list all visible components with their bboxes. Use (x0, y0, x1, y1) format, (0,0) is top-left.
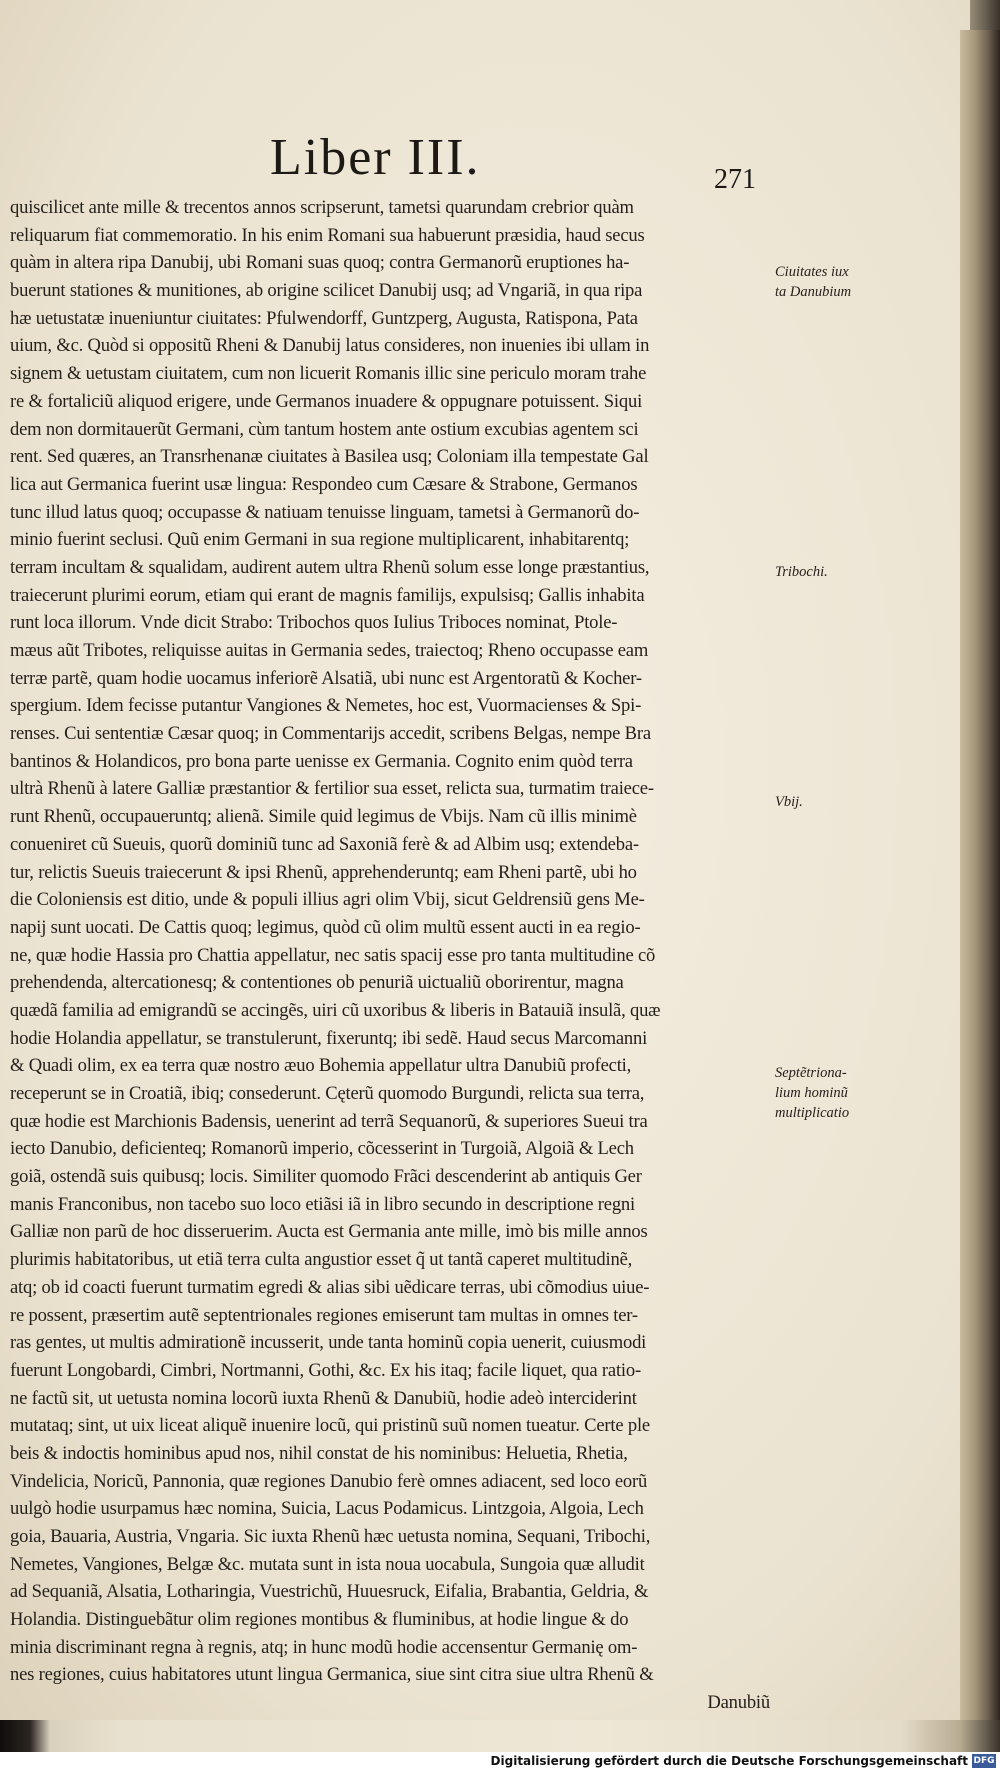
text-line: renses. Cui sententiæ Cæsar quoq; in Commentarijs accedit, scribens Belgas, nempe Bra (10, 723, 651, 745)
text-line: uium, &c. Quòd si oppositũ Rheni & Danubij latus consideres, non inuenies ibi ullam in (10, 335, 650, 357)
marginal-line: Vbij. (775, 794, 803, 810)
text-line: hæ uetustatæ inueniuntur ciuitates: Pfulwendorff, Guntzperg, Augusta, Ratispona, Pata (10, 307, 638, 329)
text-line: traiecerunt plurimi eorum, etiam qui erant de magnis familijs, expulsisq; Gallis inhabita (10, 584, 645, 606)
page-number: 271 (714, 164, 756, 195)
text-line: Nemetes, Vangiones, Belgæ &c. mutata sunt in ista noua uocabula, Sungoia quæ alludit (10, 1553, 645, 1575)
marginal-note-septentrionalium (775, 1063, 860, 1123)
text-line: die Coloniensis est ditio, unde & populi illius agri olim Vbij, sicut Geldrensiũ gens Me- (10, 889, 645, 911)
dfg-logo: DFG (973, 1756, 995, 1766)
marginal-line: ta Danubium (775, 284, 852, 300)
marginal-note-ciuitates (775, 262, 860, 302)
text-line: rent. Sed quæres, an Transrhenanæ ciuitates à Basilea usq; Coloniam illa tempestate Gal (10, 446, 649, 468)
text-line: goia, Bauaria, Austria, Vngaria. Sic iuxta Rhenũ hæc uetusta nomina, Sequani, Tribochi, (10, 1526, 651, 1547)
text-line: mæus aũt Tribotes, reliquisse auitas in Germania sedes, traiectoq; Rheno occupasse eam (10, 640, 649, 661)
text-line: receperunt se in Croatiã, ibiq; consederunt. Cęterũ quomodo Burgundi, relicta sua terra, (10, 1083, 645, 1104)
text-line: lica aut Germanica fuerint usæ lingua: Respondeo cum Cæsare & Strabone, Germanos (10, 473, 638, 495)
marginal-note-vbii (775, 792, 860, 812)
text-line: minio fuerint seclusi. Quũ enim Germani in sua regione multiplicarent, inhabitarentq; (10, 529, 630, 551)
page-stack-edge (960, 30, 1000, 1720)
text-line: Holandia. Distinguebãtur olim regiones montibus & fluminibus, at hodie lingue & do (10, 1609, 629, 1631)
marginal-line: Ciuitates iux (775, 264, 849, 280)
text-line: quæ hodie est Marchionis Badensis, uenerint ad terrã Sequanorũ, & superiores Sueui tra (10, 1110, 648, 1132)
text-line: minia discriminant regna à regnis, atq; in hunc modũ hodie accensentur Germanię om- (10, 1636, 638, 1658)
text-line: ne factũ sit, ut uetusta nomina locorũ iuxta Rhenũ & Danubiũ, hodie adeò interciderint (10, 1387, 637, 1409)
text-line: beis & indoctis hominibus apud nos, nihil constat de his nominibus: Heluetia, Rhetia, (10, 1442, 628, 1464)
text-line: & Quadi olim, ex ea terra quæ nostro æuo Bohemia appellatur ultra Danubiũ profecti, (10, 1055, 632, 1077)
text-line: bantinos & Holandicos, pro bona parte uenisse ex Germania. Cognito enim quòd terra (10, 750, 633, 772)
marginal-line: lium hominũ (775, 1085, 848, 1101)
text-line: Galliæ non parũ de hoc disseruerim. Aucta est Germania ante mille, imò bis mille annos (10, 1221, 648, 1243)
text-line: signem & uetustam ciuitatem, cum non licuerit Romanis illic sine periculo moram trahe (10, 363, 647, 385)
text-line: quàm in altera ripa Danubij, ubi Romani suas quoq; contra Germanorũ eruptiones ha- (10, 252, 630, 274)
text-line: quædã familia ad emigrandũ se accingẽs, uiri cũ uxoribus & liberis in Batauiã insulã, quæ (10, 999, 661, 1021)
text-line: prehendenda, altercationesq; & contentiones ob penuriã uictualiũ oborirentur, magna (10, 972, 624, 994)
text-line: ad Sequaniã, Alsatia, Lotharingia, Vuestrichũ, Huuesruck, Eifalia, Brabantia, Geldria, & (10, 1581, 649, 1603)
text-line: reliquarum fiat commemoratio. In his enim Romani sua habuerunt præsidia, haud secus (10, 224, 645, 246)
marginal-line: Septẽtriona- (775, 1065, 847, 1081)
text-line: re possent, præsertim autẽ septentrionales regiones emiserunt tam multas in omnes ter- (10, 1304, 638, 1326)
marginal-line: multiplicatio (775, 1105, 850, 1121)
text-line: napij sunt uocati. De Cattis quoq; legimus, quòd cũ olim multũ essent aucti in ea regio- (10, 916, 641, 938)
text-line: plurimis habitatoribus, ut etiã terra culta angustior esset q̃ ut tantã caperet multitudinẽ, (10, 1249, 633, 1271)
digitization-footer (0, 1752, 1000, 1772)
text-line: iecto Danubio, deficienteq; Romanorũ imperio, cõcesserint in Turgoiã, Algoiã & Lech (10, 1138, 634, 1160)
text-line: tur, relictis Sueuis traiecerunt & ipsi Rhenũ, apprehenderuntq; eam Rheni partẽ, ubi ho (10, 861, 637, 883)
text-line: ras gentes, ut multis admirationẽ incusserit, unde tanta hominũ copia uenerit, cuiusmodi (10, 1332, 647, 1354)
text-line: runt loca illorum. Vnde dicit Strabo: Tribochos quos Iulius Triboces nominat, Ptole- (10, 612, 618, 634)
text-line: terram incultam & squalidam, audirent autem ultra Rhenũ solum esse longe præstantius, (10, 556, 650, 578)
text-line: mutataq; sint, ut uix liceat aliquẽ inuenire locũ, qui pristinũ suũ nomen tueatur. Certe ple (10, 1415, 650, 1437)
main-text-block (10, 194, 770, 1717)
marginal-note-tribochi (775, 562, 860, 582)
text-line: atq; ob id coacti fuerunt turmatim egredi & alias sibi uẽdicare terras, ubi cõmodius uiue- (10, 1276, 650, 1298)
text-line: runt Rhenũ, occupaueruntq; alienã. Simile quid legimus de Vbijs. Nam cũ illis minimè (10, 806, 637, 828)
text-line: tunc illud latus quoq; occupasse & natiuam tenuisse linguam, tametsi à Germanorũ do- (10, 501, 640, 523)
text-line: dem non dormitauerũt Germani, cùm tantum hostem ante ostium excubias agentem sci (10, 418, 639, 440)
text-line: uulgò hodie usurpamus hæc nomina, Suicia, Lacus Podamicus. Lintzgoia, Algoia, Lech (10, 1498, 644, 1520)
text-line: quiscilicet ante mille & trecentos annos scripserunt, tametsi quarundam crebrior quàm (10, 197, 634, 218)
text-line: ultrà Rhenũ à latere Galliæ præstantior & fertilior sua esset, relicta sua, turmatim traiece- (10, 778, 654, 800)
text-line: terræ partẽ, quam hodie uocamus inferiorẽ Alsatiã, ubi nunc est Argentoratũ & Kocher- (10, 667, 642, 689)
marginal-line: Tribochi. (775, 564, 828, 580)
catchword: Danubiũ (707, 1692, 770, 1714)
text-line: ne, quæ hodie Hassia pro Chattia appellatur, nec satis spacij esse pro tanta multitudine cõ (10, 944, 656, 966)
text-line: goiã, ostendã suis quibusq; locis. Similiter quomodo Frãci descenderint ab antiquis Ger (10, 1166, 642, 1188)
text-line: Vindelicia, Noricũ, Pannonia, quæ regiones Danubio ferè omnes adiacent, sed loco eorũ (10, 1470, 648, 1492)
text-line: re & fortaliciũ aliquod erigere, unde Germanos inuadere & oppugnare potuissent. Siqui (10, 390, 643, 412)
funding-note: Digitalisierung gefördert durch die Deutsche Forschungsgemeinschaft (490, 1754, 968, 1768)
text-line: manis Franconibus, non tacebo suo loco etiãsi iã in libro secundo in descriptione regni (10, 1193, 635, 1215)
text-line: conueniret cũ Sueuis, quorũ dominiũ tunc ad Saxoniã ferè & ad Albim usq; extendeba- (10, 833, 639, 855)
running-head: Liber III. (270, 129, 481, 186)
text-line: fuerunt Longobardi, Cimbri, Nortmanni, Gothi, &c. Ex his itaq; facile liquet, qua ratio- (10, 1359, 641, 1381)
text-line: spergium. Idem fecisse putantur Vangiones & Nemetes, hoc est, Vuormacienses & Spi- (10, 695, 642, 717)
text-line: hodie Holandia appellatur, se transtulerunt, fixeruntq; ibi sedẽ. Haud secus Marcomanni (10, 1027, 648, 1049)
text-line: buerunt stationes & munitiones, ab origine scilicet Danubij usq; ad Vngariã, in qua ripa (10, 280, 643, 302)
text-line: nes regiones, cuius habitatores utunt lingua Germanica, siue sint citra siue ultra Rhenũ & (10, 1664, 654, 1686)
